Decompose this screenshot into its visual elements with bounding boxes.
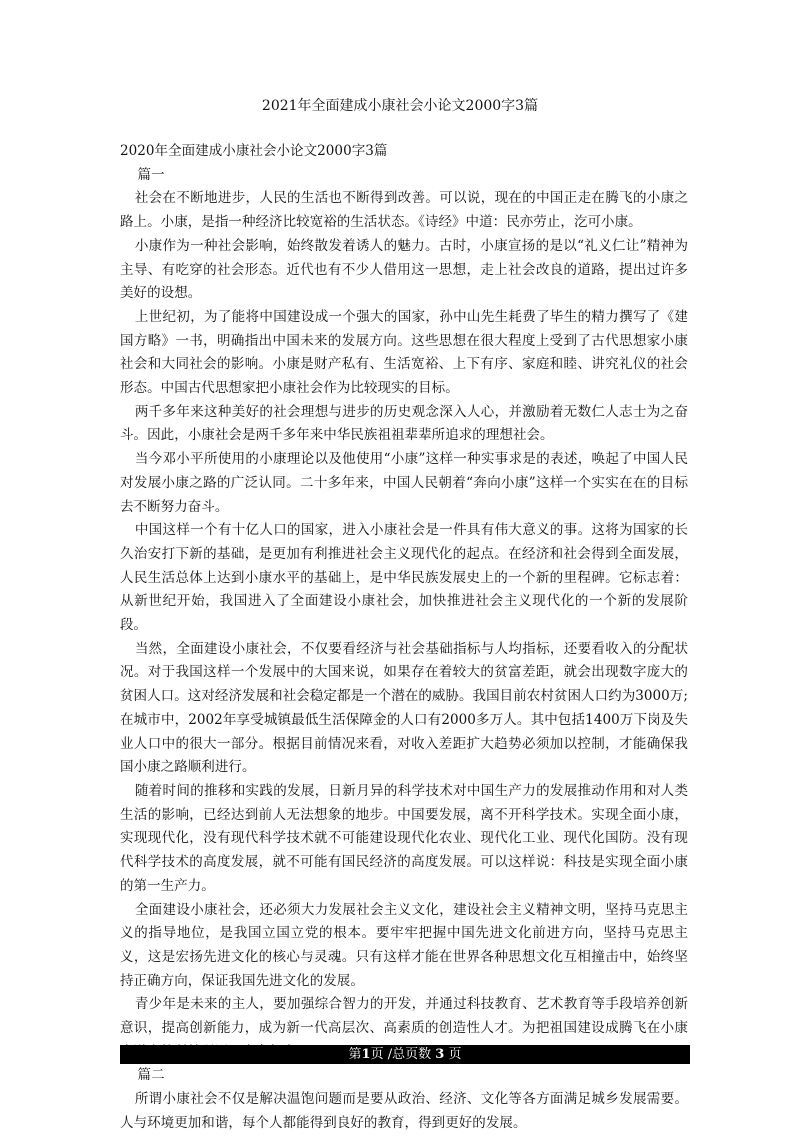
paragraph: 所谓小康社会不仅是解决温饱问题而是要从政治、经济、文化等各方面满足城乡发展需要。人与环境更加和谐，每个人都能得到良好的教育，得到更好的发展。 bbox=[120, 1091, 688, 1131]
paragraph: 全面建设小康社会，还必须大力发展社会主义文化，建设社会主义精神文明，坚持马克思主义的指导地位，是我国立国立党的根本。要牢牢把握中国先进文化前进方向，坚持马克思主义，这是宏扬先进文化的核心与灵魂。只有这样才能在世界各种思想文化互相撞击中，始终坚持正确方向，保证我国先进文化的发展。 bbox=[120, 901, 688, 989]
footer-total-pages: 3 bbox=[435, 1047, 445, 1062]
paragraph: 当今邓小平所使用的小康理论以及他使用“小康”这样一种实事求是的表述，唤起了中国人民对发展小康之路的广泛认同。二十多年来，中国人民朝着“奔向小康”这样一个实实在在的目标去不断努力奋斗。 bbox=[120, 451, 688, 515]
section-heading: 篇二 bbox=[137, 1067, 165, 1084]
footer-page-prefix: 第 bbox=[348, 1047, 362, 1062]
paragraph: 小康作为一种社会影响，始终散发着诱人的魅力。古时，小康宣扬的是以“礼义仁让”精神为主导、有吃穿的社会形态。近代也有不少人借用这一思想，走上社会改良的道路，提出过许多美好的设想。 bbox=[120, 237, 688, 302]
paragraph: 两千多年来这种美好的社会理想与进步的历史观念深入人心，并激励着无数仁人志士为之奋斗。因此，小康社会是两千多年来中华民族祖祖辈辈所追求的理想社会。 bbox=[120, 403, 688, 444]
document-subtitle: 2020年全面建成小康社会小论文2000字3篇 bbox=[120, 143, 388, 159]
paragraph: 青少年是未来的主人，要加强综合智力的开发，并通过科技教育、艺术教育等手段培养创新意识，提高创新能力，成为新一代高层次、高素质的创造性人才。为把祖国建设成腾飞在小康 bbox=[120, 996, 688, 1037]
document-body bbox=[120, 140, 688, 1136]
paragraph: 社会在不断地进步，人民的生活也不断得到改善。可以说，现在的中国正走在腾飞的小康之路上。小康，是指一种经济比较宽裕的生活状态。《诗经》中道：民亦劳止，汔可小康。 bbox=[120, 190, 688, 231]
paragraph: 中国这样一个有十亿人口的国家，进入小康社会是一件具有伟大意义的事。这将为国家的长久治安打下新的基础，是更加有利推进社会主义现代化的起点。在经济和社会得到全面发展，人民生活总体上达到小康水平的基础上，是中华民族发展史上的一个新的里程碑。它标志着：从新世纪开始，我国进入了全面建设小康社会，加快推进社会主义现代化的一个新的发展阶段。 bbox=[120, 522, 688, 634]
page-footer bbox=[120, 1045, 690, 1064]
footer-page-mid: 页 /总页数 bbox=[370, 1047, 432, 1062]
paragraph: 上世纪初，为了能将中国建设成一个强大的国家，孙中山先生耗费了毕生的精力撰写了《建国方略》一书，明确指出中国未来的发展方向。这些思想在很大程度上受到了古代思想家小康社会和大同社会的影响。小康是财产私有、生活宽裕、上下有序、家庭和睦、讲究礼仪的社会形态。中国古代思想家把小康社会作为比较现实的目标。 bbox=[120, 308, 688, 397]
document-title: 2021年全面建成小康社会小论文2000字3篇 bbox=[261, 98, 539, 114]
paragraph: 随着时间的推移和实践的发展，日新月异的科学技术对中国生产力的发展推动作用和对人类生活的影响，已经达到前人无法想象的地步。中国要发展，离不开科学技术。实现全面小康，实现现代化，没有现代科学技术就不可能建设现代化农业、现代化工业、现代化国防。没有现代科学技术的高度发展，就不可能有国民经济的高度发展。可以这样说：科技是实现全面小康的第一生产力。 bbox=[120, 782, 688, 894]
footer-page-suffix: 页 bbox=[448, 1047, 462, 1062]
section-heading: 篇一 bbox=[137, 166, 165, 183]
paragraph: 当然，全面建设小康社会，不仅要看经济与社会基础指标与人均指标，还要看收入的分配状况。对于我国这样一个发展中的大国来说，如果存在着较大的贫富差距，就会出现数字庞大的贫困人口。这对经济发展和社会稳定都是一个潜在的威胁。我国目前农村贫困人口约为3000万;在城市中，2002年享受城镇最低生活保障金的人口有2000多万人。其中包括1400万下岗及失业人口中的很大一部分。根据目前情况来看，对收入差距扩大趋势必须加以控制，才能确保我国小康之路顺利进行。 bbox=[120, 640, 688, 776]
footer-page-number: 1 bbox=[361, 1047, 371, 1062]
